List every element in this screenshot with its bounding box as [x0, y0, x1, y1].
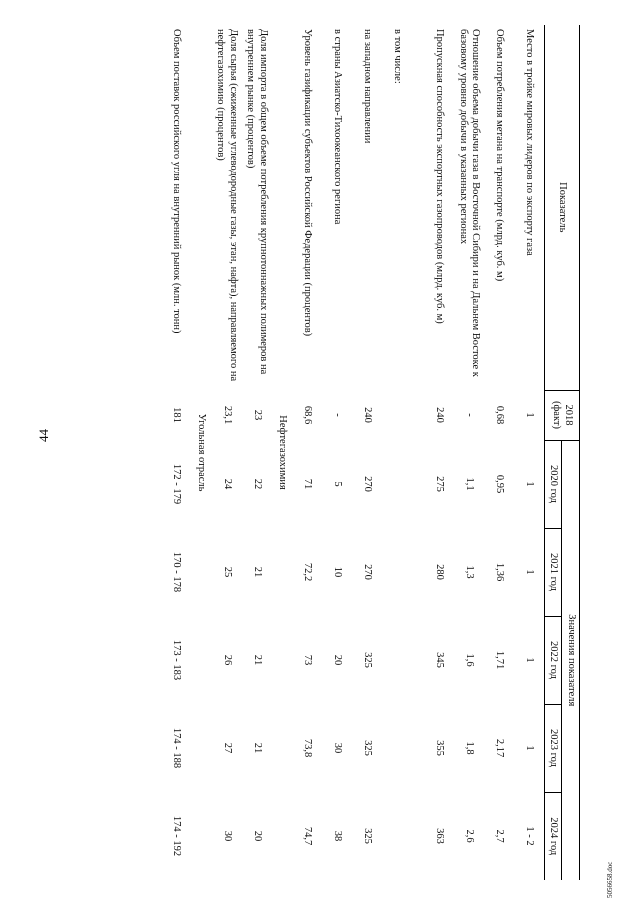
value-cell: 73: [302, 654, 314, 666]
table-row: [454, 25, 484, 880]
value-cell: 1,3: [464, 565, 476, 579]
section-title: Угольная отрасль: [196, 413, 208, 492]
value-cell: 1,6: [464, 653, 476, 667]
value-cell: 325: [362, 828, 374, 844]
value-cell: 27: [221, 742, 233, 754]
value-cell: 1 - 2: [524, 826, 536, 846]
value-cell: 181: [170, 407, 182, 423]
table-row: [484, 25, 514, 880]
value-cell: 73,8: [302, 738, 314, 758]
section-row: [191, 25, 212, 880]
indicator-label: Пропускная способность экспортных газопроводов (млрд. куб. м): [434, 29, 446, 324]
value-cell: 21: [251, 742, 263, 754]
value-cell: [382, 528, 424, 616]
value-cell: 240: [362, 407, 374, 423]
value-cell: 5: [332, 481, 344, 487]
table-row: [424, 25, 454, 880]
value-cell: 10: [332, 566, 344, 578]
value-cell: -: [464, 413, 476, 417]
values-group-header: Значения показателя: [562, 440, 580, 880]
value-cell: 1: [524, 569, 536, 575]
value-cell: 325: [362, 740, 374, 756]
value-cell: 30: [221, 830, 233, 842]
year-header-2022: 2022 год: [544, 616, 562, 704]
section-row: [271, 25, 292, 880]
header-row-1: [562, 25, 580, 880]
value-cell: 38: [332, 830, 344, 842]
value-cell: 24: [221, 478, 233, 490]
value-cell: 174 - 192: [170, 815, 182, 857]
value-cell: 2,17: [494, 738, 506, 758]
value-cell: [382, 440, 424, 528]
value-cell: 270: [362, 564, 374, 580]
value-cell: 1,1: [464, 477, 476, 491]
indicator-header: Показатель: [544, 25, 579, 390]
value-cell: 1,8: [464, 741, 476, 755]
value-cell: [382, 616, 424, 704]
section-title: Нефтегазохимия: [276, 415, 288, 490]
value-cell: 172 - 179: [170, 463, 182, 505]
value-cell: 25: [221, 566, 233, 578]
table-body: [161, 25, 545, 880]
table-row: [352, 25, 382, 880]
indicator-table: [161, 25, 580, 880]
indicator-label: Объем поставок российского угля на внутренний рынок (млн. тонн): [170, 29, 182, 334]
page-number: 44: [36, 429, 51, 442]
indicator-label: в том числе:: [392, 29, 404, 84]
indicator-label: Место в тройке мировых лидеров по экспорту газа: [524, 29, 536, 256]
year-header-2021: 2021 год: [544, 528, 562, 616]
value-cell: 20: [332, 654, 344, 666]
value-cell: -: [332, 413, 344, 417]
value-cell: 280: [434, 564, 446, 580]
value-cell: 20: [251, 830, 263, 842]
year-header-2020: 2020 год: [544, 440, 562, 528]
value-cell: [382, 792, 424, 880]
value-cell: 0,95: [494, 474, 506, 494]
value-cell: 21: [251, 654, 263, 666]
value-cell: 74,7: [302, 826, 314, 846]
value-cell: 72,2: [302, 562, 314, 582]
table-row: [292, 25, 322, 880]
value-cell: 1: [524, 412, 536, 418]
year-header-2023: 2023 год: [544, 704, 562, 792]
value-cell: 270: [362, 476, 374, 492]
value-cell: 2,7: [494, 829, 506, 843]
value-cell: 275: [434, 476, 446, 492]
file-footer: 5056658.doc: [606, 861, 614, 898]
indicator-label: Доля сырья (сжиженные углеводородные газы, этан, нафта), направляемого на нефтегазохимию (процентов): [215, 29, 239, 382]
value-cell: 68,6: [302, 405, 314, 425]
indicator-label: Отношение объема добычи газа в Восточной Сибири и на Дальнем Востоке к базовому уровню добычи в указанных регионах: [457, 29, 482, 377]
indicator-label: на западном направлении: [362, 29, 374, 144]
value-cell: [382, 704, 424, 792]
value-cell: 23: [251, 409, 263, 421]
table-row: [514, 25, 545, 880]
value-cell: 30: [332, 742, 344, 754]
year-header-2024: 2024 год: [544, 792, 562, 880]
value-cell: 71: [302, 478, 314, 490]
value-cell: 22: [251, 478, 263, 490]
value-cell: 355: [434, 740, 446, 756]
value-cell: 1,36: [494, 562, 506, 582]
table-row: [211, 25, 241, 880]
value-cell: 1: [524, 657, 536, 663]
indicator-label: Доля импорта в общем объеме потребления крупнотоннажных полимеров на внутреннем рынке (процентов): [245, 29, 269, 375]
rotated-table-container: [70, 25, 580, 880]
year-header-2018: 2018 (факт): [544, 390, 579, 440]
value-cell: 1,71: [494, 650, 506, 670]
value-cell: 173 - 183: [170, 639, 182, 681]
value-cell: 0,68: [494, 405, 506, 425]
value-cell: 21: [251, 566, 263, 578]
value-cell: 240: [434, 407, 446, 423]
value-cell: 345: [434, 652, 446, 668]
value-cell: 363: [434, 828, 446, 844]
table-row: [241, 25, 271, 880]
indicator-label: в страны Азиатско-Тихоокеанского региона: [332, 29, 344, 225]
value-cell: 325: [362, 652, 374, 668]
indicator-label: Объем потребления метана на транспорте (млрд. куб. м): [494, 29, 506, 282]
value-cell: [382, 390, 424, 440]
indicator-label: Уровень газификации субъектов Российской Федерации (процентов): [302, 29, 314, 337]
value-cell: 1: [524, 745, 536, 751]
note-row: [382, 25, 424, 880]
value-cell: 26: [221, 654, 233, 666]
table-row: [322, 25, 352, 880]
value-cell: 23,1: [221, 405, 233, 425]
value-cell: 174 - 188: [170, 727, 182, 769]
value-cell: 1: [524, 481, 536, 487]
value-cell: 170 - 178: [170, 551, 182, 593]
table-row: [161, 25, 191, 880]
value-cell: 2,6: [464, 829, 476, 843]
